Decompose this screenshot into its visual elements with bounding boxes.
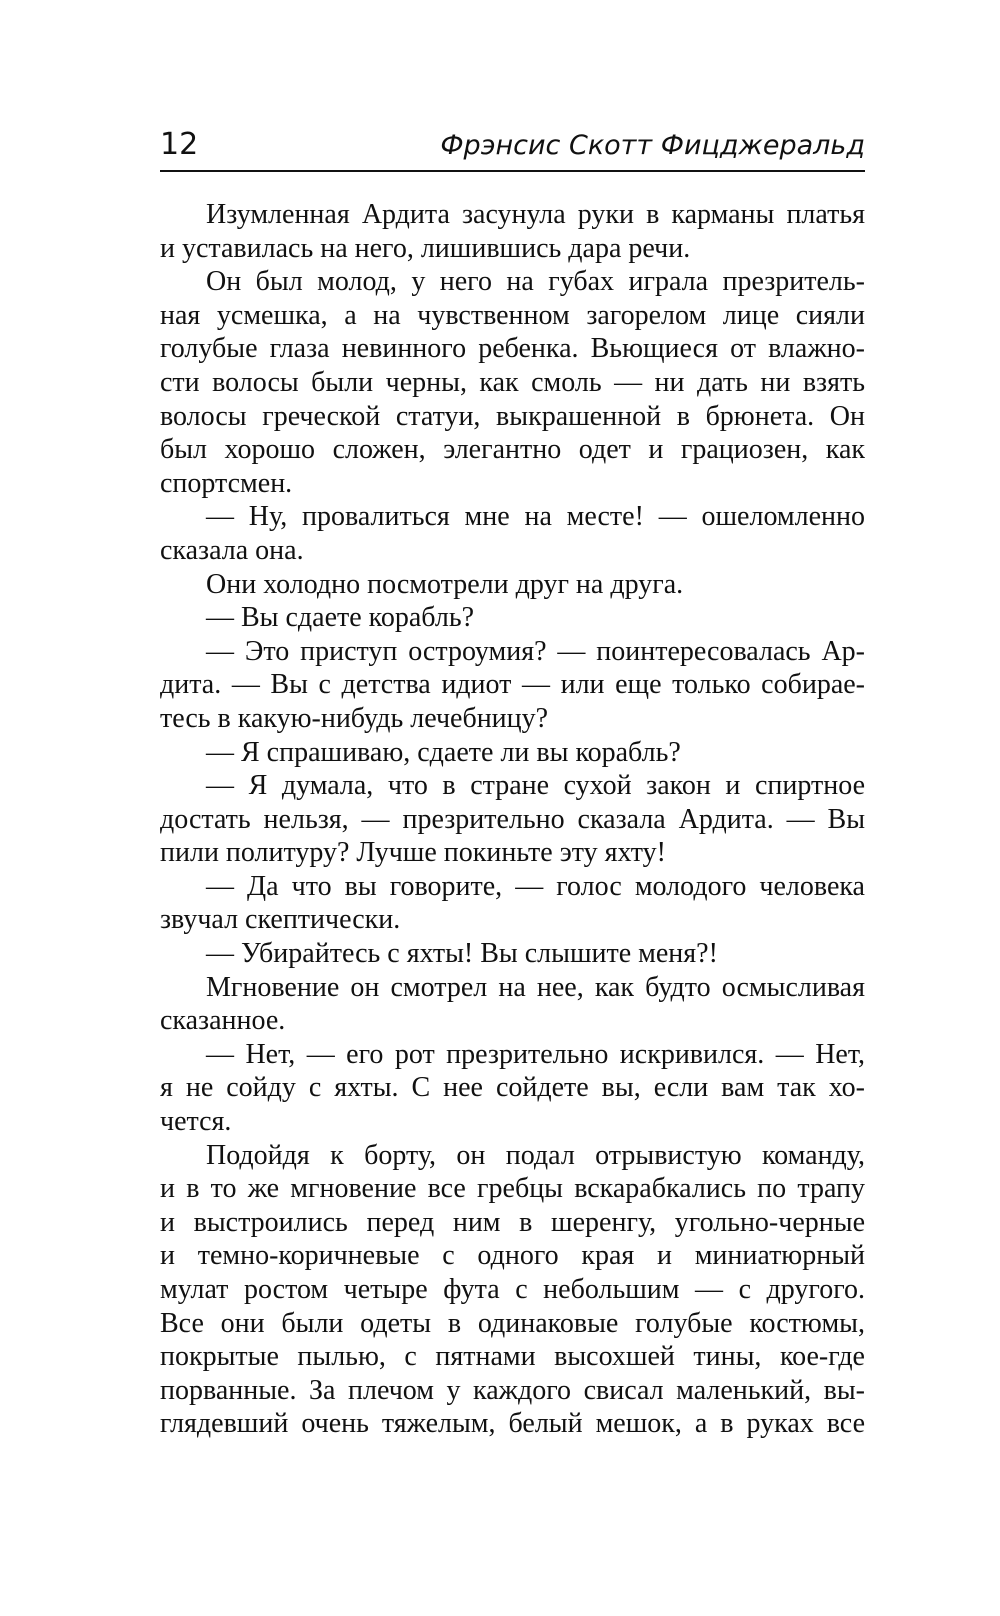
paragraph: [160, 971, 865, 1038]
paragraph: [160, 568, 865, 602]
paragraph: [160, 601, 865, 635]
text-line: волосы греческой статуи, выкрашенной в брюнета. Он: [160, 400, 865, 432]
paragraph: [160, 500, 865, 567]
text-line: и темно-коричневые с одного края и миниатюрный: [160, 1240, 865, 1272]
text-line: и уставилась на него, лишившись дара речи.: [160, 232, 691, 264]
paragraph: [160, 937, 865, 971]
paragraph: [160, 1038, 865, 1139]
text-line: был хорошо сложен, элегантно одет и грациозен, как: [160, 434, 865, 466]
text-line: глядевший очень тяжелым, белый мешок, а в руках все: [160, 1408, 865, 1440]
text-line: Он был молод, у него на губах играла презритель-: [206, 266, 865, 298]
paragraph: [160, 635, 865, 736]
text-line: — Я спрашиваю, сдаете ли вы корабль?: [206, 736, 681, 768]
text-line: — Я думала, что в стране сухой закон и спиртное: [206, 770, 865, 802]
paragraph: [160, 736, 865, 770]
text-line: чется.: [160, 1106, 232, 1138]
text-line: Подойдя к борту, он подал отрывистую команду,: [206, 1139, 865, 1171]
text-line: ная усмешка, а на чувственном загорелом лице сияли: [160, 299, 865, 331]
text-line: я не сойду с яхты. С нее сойдете вы, если вам так хо-: [160, 1072, 865, 1104]
text-line: и выстроились перед ним в шеренгу, угольно-черные: [160, 1206, 865, 1238]
page-number: 12: [160, 127, 199, 162]
text-line: мулат ростом четыре фута с небольшим — с другого.: [160, 1274, 865, 1305]
paragraph: [160, 265, 865, 500]
text-line: — Убирайтесь с яхты! Вы слышите меня?!: [206, 938, 718, 970]
text-line: порванные. За плечом у каждого свисал маленький, вы-: [160, 1374, 865, 1406]
text-line: тесь в какую-нибудь лечебницу?: [160, 702, 549, 734]
text-line: сти волосы были черны, как смоль — ни дать ни взять: [160, 366, 865, 398]
text-line: звучал скептически.: [160, 904, 401, 936]
paragraph: [160, 870, 865, 937]
text-line: — Нет, — его рот презрительно искривился. — Нет,: [206, 1038, 865, 1070]
text-line: — Это приступ остроумия? — поинтересовалась Ар-: [206, 635, 865, 667]
text-line: достать нельзя, — презрительно сказала Ардита. — Вы: [160, 803, 865, 835]
text-line: Все они были одеты в одинаковые голубые костюмы,: [160, 1307, 865, 1339]
text-line: — Да что вы говорите, — голос молодого человека: [206, 870, 865, 902]
text-line: пили политуру? Лучше покиньте эту яхту!: [160, 837, 666, 869]
body-text: [160, 198, 865, 1441]
text-line: дита. — Вы с детства идиот — или еще только собирае-: [160, 669, 865, 701]
text-line: покрытые пылью, с пятнами высохшей тины, кое-где: [160, 1341, 865, 1373]
running-head: [160, 126, 865, 172]
text-line: Изумленная Ардита засунула руки в карманы платья: [206, 199, 865, 230]
text-line: Они холодно посмотрели друг на друга.: [206, 568, 684, 600]
text-line: и в то же мгновение все гребцы вскарабкались по трапу: [160, 1173, 865, 1205]
text-line: — Ну, провалиться мне на месте! — ошеломленно: [206, 501, 865, 533]
paragraph: [160, 769, 865, 870]
text-line: Мгновение он смотрел на нее, как будто осмысливая: [206, 971, 865, 1003]
paragraph: [160, 1139, 865, 1441]
text-line: сказала она.: [160, 534, 304, 566]
text-line: спортсмен.: [160, 467, 293, 499]
text-line: — Вы сдаете корабль?: [206, 602, 475, 634]
author-name: Фрэнсис Скотт Фицджеральд: [440, 130, 865, 161]
paragraph: [160, 198, 865, 265]
text-line: голубые глаза невинного ребенка. Вьющиеся от влажно-: [160, 333, 865, 365]
text-line: сказанное.: [160, 1005, 286, 1037]
